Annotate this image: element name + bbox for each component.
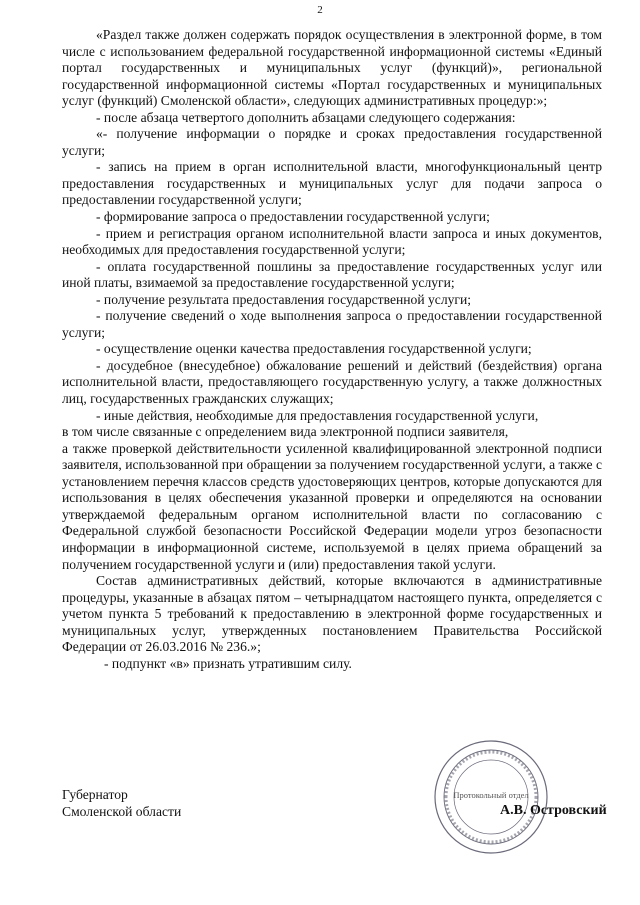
paragraph: - подпункт «в» признать утратившим силу. (104, 655, 352, 671)
paragraph: - иные действия, необходимые для предоставления государственной услуги, (96, 407, 539, 423)
document-body (62, 27, 602, 672)
paragraph: - запись на прием в орган исполнительной власти, многофункциональный центр предоставления государственных и муниципальных услуг для подачи запроса о предоставлении государственной услуги; (62, 159, 602, 208)
paragraph: Состав административных действий, которые включаются в административные процедуры, указанные в абзацах пятом – четырнадцатом настоящего пункта, определяется с учетом пункта 5 требований к предоставлению в электронной форме государственных и муниципальных услуг, утвержденных постановлением Правительства Российской Федерации от 26.03.2016 № 236.»; (62, 573, 602, 655)
paragraph: а также проверкой действительности усиленной квалифицированной электронной подписи заявителя, использованной при обращении за получением государственной услуги, а также с установлением перечня классов средств удостоверяющих центров, которые допускаются для использования в целях обеспечения указанной проверки и определяются на основании утверждаемой федеральным органом исполнительной власти по согласованию с Федеральной службой безопасности Российской Федерации модели угроз безопасности информации в информационной системе, используемой в целях приема обращений за получением государственной услуги и (или) предоставления такой услуги. (62, 440, 602, 572)
paragraph: в том числе связанные с определением вида электронной подписи заявителя, (62, 424, 509, 440)
signature-position (62, 786, 181, 820)
paragraph: - осуществление оценки качества предоставления государственной услуги; (96, 341, 532, 357)
paragraph: - получение результата предоставления государственной услуги; (96, 291, 472, 307)
paragraph: - прием и регистрация органом исполнительной власти запроса и иных документов, необходимых для предоставления государственной услуги; (62, 225, 602, 258)
paragraph: - формирование запроса о предоставлении государственной услуги; (96, 209, 490, 225)
paragraph: «- получение информации о порядке и сроках предоставления государственной услуги; (62, 126, 602, 158)
paragraph: - оплата государственной пошлины за предоставление государственных услуг или иной платы, взимаемой за предоставление государственной услуги; (62, 258, 602, 291)
signatory-name: А.В. Островский (500, 803, 607, 818)
paragraph: - досудебное (внесудебное) обжалование решений и действий (бездействия) органа исполнительной власти, предоставляющего государственную услугу, а также должностных лиц, государственных гражданских служащих; (62, 357, 602, 407)
page-number: 2 (317, 4, 323, 16)
position-line: Смоленской области (62, 804, 182, 819)
paragraph: «Раздел также должен содержать порядок осуществления в электронной форме, в том числе с использованием федеральной государственной информационной системы «Единый портал государственных и муниципальных услуг (функций)», региональной государственной информационной системы «Портал государственных и муниципальных услуг (функций) Смоленской области», следующих административных процедур:»; (62, 27, 602, 109)
position-line: Губернатор (62, 787, 128, 802)
paragraph: - после абзаца четвертого дополнить абзацами следующего содержания: (96, 109, 516, 125)
paragraph: - получение сведений о ходе выполнения запроса о предоставлении государственной услуги; (62, 308, 602, 340)
stamp-seal-icon (432, 738, 550, 856)
stamp-text: Протокольный отдел (453, 790, 529, 800)
